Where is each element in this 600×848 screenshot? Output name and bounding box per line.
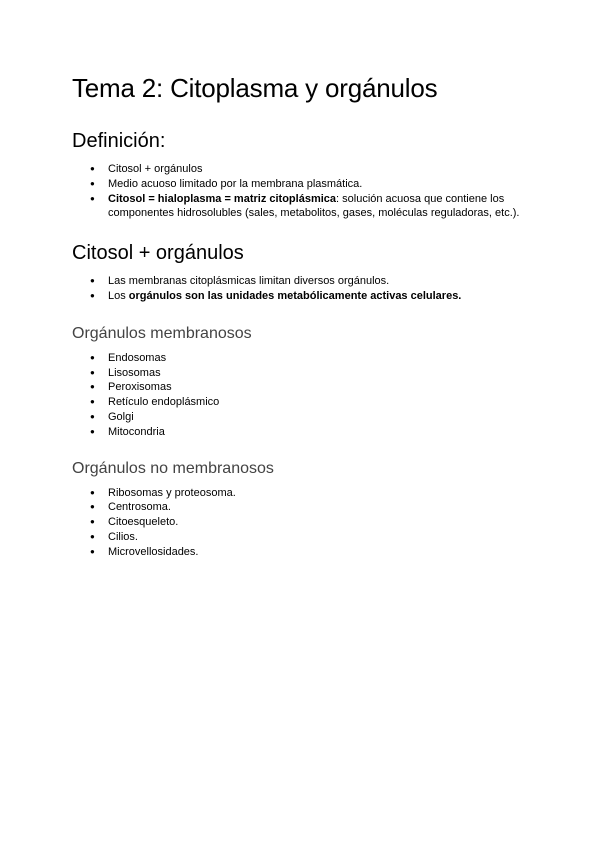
bullet-icon: ●	[90, 487, 95, 497]
list-item-text: Las membranas citoplásmicas limitan diversos orgánulos.	[108, 275, 390, 288]
list-no-membranosos	[72, 486, 532, 560]
list-item	[72, 380, 532, 395]
list-item-text: Retículo endoplásmico	[108, 396, 220, 409]
list-item-bold-text: Citosol = hialoplasma = matriz citoplásmica	[108, 192, 337, 205]
list-item-text: Endosomas	[108, 351, 167, 364]
list-item	[72, 192, 532, 222]
list-item-text: Citoesqueleto.	[108, 516, 179, 529]
bullet-icon: ●	[90, 276, 95, 286]
bullet-icon: ●	[90, 290, 95, 300]
list-item-text: Peroxisomas	[108, 381, 172, 394]
bullet-icon: ●	[90, 367, 95, 377]
bullet-icon: ●	[90, 546, 95, 556]
bullet-icon: ●	[90, 352, 95, 362]
list-item	[72, 410, 532, 425]
list-item	[72, 500, 532, 515]
list-item-bold-text: orgánulos son las unidades metabólicamente activas celulares.	[128, 289, 462, 302]
list-item-text: : solución acuosa que contiene los componentes hidrosolubles (sales, metabolitos, gases, moléculas reguladoras, etc.).	[108, 192, 520, 220]
list-item	[72, 274, 532, 289]
bullet-icon: ●	[90, 178, 95, 188]
list-item	[72, 486, 532, 501]
document-title: Tema 2: Citoplasma y orgánulos	[72, 73, 438, 103]
list-item	[72, 545, 532, 560]
list-item-text: Mitocondria	[108, 425, 165, 438]
list-item-text: Centrosoma.	[108, 501, 171, 514]
list-citosol	[72, 274, 532, 304]
list-item	[72, 289, 532, 304]
list-item-text: Ribosomas y proteosoma.	[108, 486, 236, 499]
list-item	[72, 162, 532, 177]
list-item	[72, 515, 532, 530]
bullet-icon: ●	[90, 411, 95, 421]
list-item	[72, 351, 532, 366]
bullet-icon: ●	[90, 517, 95, 527]
bullet-icon: ●	[90, 193, 95, 203]
list-item-text: Cilios.	[108, 530, 138, 543]
list-item	[72, 177, 532, 192]
list-item-text: Golgi	[108, 410, 134, 423]
bullet-icon: ●	[90, 426, 95, 436]
list-item-text: Lisosomas	[108, 366, 161, 379]
list-item	[72, 366, 532, 381]
bullet-icon: ●	[90, 531, 95, 541]
list-item-text: Citosol + orgánulos	[108, 163, 203, 175]
list-item	[72, 530, 532, 545]
list-item	[72, 425, 532, 440]
bullet-icon: ●	[90, 502, 95, 512]
list-definicion	[72, 162, 532, 221]
heading-no-membranosos: Orgánulos no membranosos	[72, 459, 274, 477]
list-item-text: Microvellosidades.	[108, 545, 199, 558]
list-item-text: Los	[108, 289, 129, 302]
document-page	[72, 72, 532, 560]
list-item-text: Medio acuoso limitado por la membrana plasmática.	[108, 177, 363, 190]
bullet-icon: ●	[90, 164, 95, 173]
list-item	[72, 395, 532, 410]
list-membranosos	[72, 351, 532, 440]
bullet-icon: ●	[90, 397, 95, 407]
heading-citosol: Citosol + orgánulos	[72, 242, 244, 265]
heading-membranosos: Orgánulos membranosos	[72, 324, 252, 342]
heading-definicion: Definición:	[72, 130, 166, 152]
bullet-icon: ●	[90, 382, 95, 392]
